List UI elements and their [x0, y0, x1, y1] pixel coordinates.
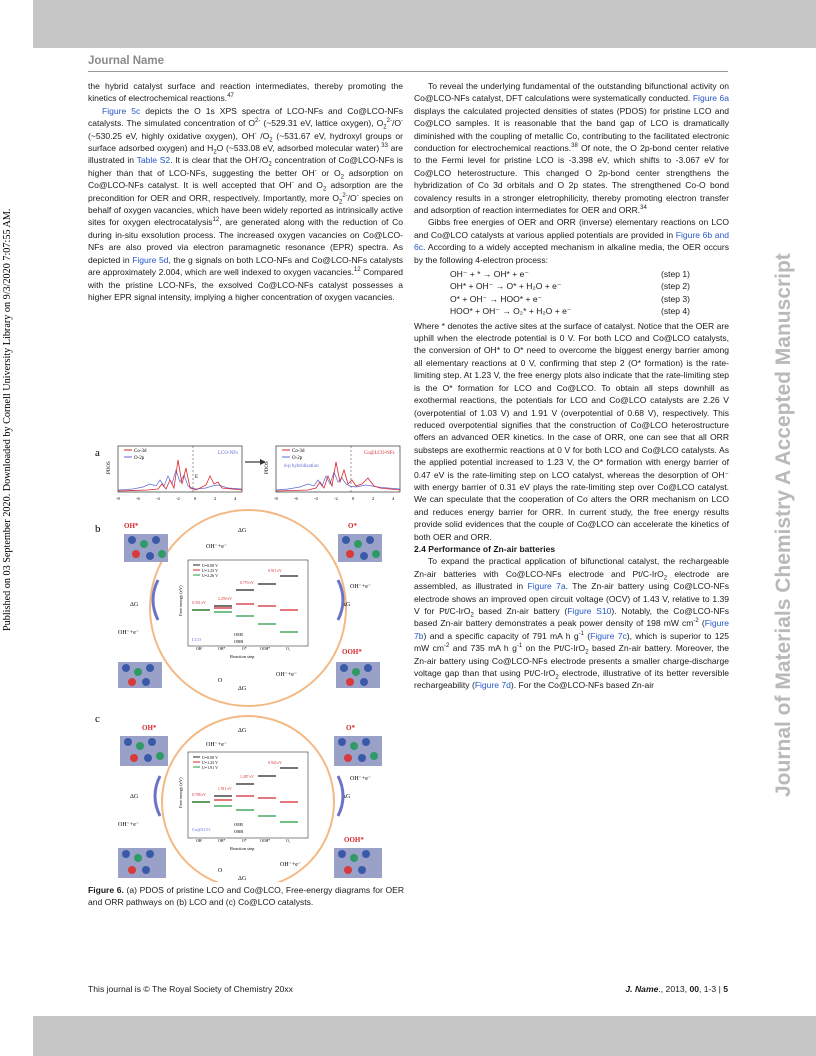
tick: -6 [294, 496, 298, 501]
text: Gibbs free energies of OER and ORR (inverse) elementary reactions on LCO and Co@LCO catalysts at various applied potentials are provided in [414, 217, 729, 240]
dg-label: ΔG [342, 794, 351, 800]
text: . It is clear that the OH [170, 155, 258, 166]
text: concentration of Co@LCO-NFs is higher than that of LCO-NFs, suggesting the better OH [88, 155, 404, 178]
text: To expand the practical application of bifunctional catalyst, the rechargeable Zn-air batteries with Co@LCO-NFs electrode and Pt/C-IrO [414, 556, 729, 579]
tick: -8 [274, 496, 278, 501]
text: species on behalf of oxygen vacancies, which have been widely reported as intrinsically active sites for oxygen electrocatalysis [88, 192, 403, 228]
atom [372, 550, 380, 558]
atom [128, 536, 136, 544]
cycle-arrow [338, 776, 343, 816]
ef-label: E [195, 475, 199, 480]
section-heading: 2.4 Performance of Zn-air batteries [414, 543, 556, 554]
text: 2 [585, 649, 589, 656]
x-tick: OOH* [260, 839, 271, 843]
atom [130, 754, 138, 762]
text: 2 [470, 612, 474, 619]
text: adsorption on Co@LCO-NFs catalyst. It is well accepted that OH [88, 167, 403, 191]
download-watermark: Published on 03 September 2020. Downloaded by Cornell University Library on 9/3/2020 7:07:55 AM. [2, 208, 13, 632]
right-column [414, 80, 729, 692]
dg-label: ΔG [130, 794, 139, 800]
text: - [254, 130, 257, 137]
free-energy-plot-lco [178, 560, 308, 659]
text: ( [698, 618, 705, 629]
figure-link[interactable]: Figure 6b and 6c [414, 229, 729, 253]
running-header: Journal Name [88, 55, 165, 67]
panel-b [118, 510, 382, 706]
atom [350, 742, 358, 750]
bottom-gray-band [33, 1016, 816, 1056]
catalyst-label: LCO [192, 637, 201, 642]
y-axis-label: Free energy (eV) [178, 585, 183, 616]
structure-o [334, 736, 382, 766]
citation[interactable]: 47 [227, 93, 234, 100]
cycle-arrow [153, 580, 158, 620]
paragraph: Where * denotes the active sites at the surface of catalyst. Notice that the OER are uphill when the electrode potential is 0 V. For both LCO and Co@LCO catalysts, the conversion of OH* to O* need to overcome the biggest energy barrier among all elementary reactions at 0 V, confirming that step 2 (O* formation) is the rate-limiting step. At 1.23 V, the free energy plots also indicate that the rate-limiting step is the O* formation for LCO and Co@LCO. To obtain all steps downhill as exothermal reactions, the potentials for LCO and Co@LCO catalysts are 2.26 V (overpotential of 1.03 V) and 1.91 V (overpotential of 0.68 V), respectively. This reduced overpotential signifies that the construction of Co@LCO heterostructure offers an advanced OER kinetics. In the case of ORR, one can see that all ORR substeps are exothermic reactions at 0 V for both LCO and Co@LCO catalysts. As the applied potential increased to 1.23 V, the O* formation with energy barrier of 0.47 eV is the rate-limiting step on LCO catalyst, whereas the desorption of OH⁻ with energy barrier of 0.31 eV plays the rate-limiting step over Co@LCO catalyst. We can speculate that the cooperation of Co alters the ORR mechanism on LCO and reduces energy barrier for ORR. In current study, the free energy results provide solid evidences that the couple of Co@LCO can accelerate the kinetics of both OER and ORR. [414, 320, 729, 542]
oer-steps [450, 268, 690, 318]
text: ) and a specific capacity of 791 mA h g [423, 630, 579, 641]
atom [352, 668, 360, 676]
atom [354, 540, 362, 548]
atom [146, 552, 154, 560]
panel-c-label: c [95, 713, 100, 725]
step-row [450, 280, 690, 292]
text: ). For the Co@LCO-NFs based Zn-air [510, 680, 655, 691]
x-tick-labels [196, 647, 291, 651]
text: , are generated along with the reduction of Co during in-situ exsolution process. The increased oxygen vacancies on Co@LCO-NFs are also proved via electron paramagnetic resonance (EPR) spectra. As depicted in [88, 217, 403, 265]
tick: -2 [334, 496, 338, 501]
step-label: (step 2) [661, 281, 690, 292]
x-tick: OOH* [260, 647, 271, 651]
oh-e-label: OH⁻+e⁻ [206, 544, 228, 550]
atom [364, 664, 372, 672]
table-link[interactable]: Table S2 [136, 155, 171, 166]
page-number: 5 [723, 984, 728, 994]
o2-label: O [218, 678, 223, 684]
o-star-label: O* [346, 724, 355, 732]
text: - [314, 168, 317, 174]
dg-label: ΔG [238, 528, 247, 534]
legend-o2p: O-2p [292, 456, 303, 461]
panel-b-label: b [95, 523, 101, 535]
text: . The Zn-air battery using Co@LCO-NFs electrode shows an improved open circuit voltage (OCV) of 1.43 V, relative to 1.39 V for Pt/C-IrO [414, 581, 730, 616]
structure-bottom-left [118, 662, 162, 688]
text: 2- [255, 118, 261, 125]
text: displays the calculated projected densities of states (PDOS) for pristine LCO and Co@LCO samples. It is reasonable that the band gap of LCO is dramatically diminished with the coupling of metallic Co, contributing to the facilitated electronic conduction for electrochemical reactions. [414, 105, 729, 154]
pdos-ticks-lco [116, 496, 237, 501]
figure-6 [88, 440, 404, 882]
step-label: (step 1) [661, 269, 690, 280]
dg-label: ΔG [238, 876, 247, 882]
step-equation: HOO* + OH⁻ → O₂* + H₂O + e⁻ [450, 306, 572, 317]
text: 2 [555, 674, 559, 681]
oh-e-label: OH⁻+e⁻ [350, 584, 372, 590]
tick: 2 [372, 496, 375, 501]
left-column [88, 80, 403, 303]
text: - [356, 192, 359, 199]
atom [338, 850, 346, 858]
figure-link[interactable]: Figure 5c [102, 105, 141, 116]
free-energy-plot-colco [178, 752, 308, 851]
energy-value: 0.924 eV [268, 761, 282, 765]
footer-journal: J. Name [625, 984, 659, 994]
figure-link[interactable]: Figure 6a [692, 93, 730, 104]
legend-text: U=2.26 V [202, 573, 218, 578]
figure-6-caption [88, 884, 404, 909]
atom [360, 678, 368, 686]
legend-text: U=1.23 V [202, 760, 218, 765]
tick: 0 [352, 496, 355, 501]
x-tick: O₂ [286, 839, 291, 843]
atom [124, 738, 132, 746]
text: 2 [269, 137, 273, 144]
energy-value: 2.259 eV [218, 597, 232, 601]
o2-label: O [218, 868, 223, 874]
text: based Zn-air battery ( [473, 606, 568, 616]
tick: 4 [234, 496, 237, 501]
legend-text: U=1.23 V [202, 568, 218, 573]
step-equation: OH⁻ + * → OH* + e⁻ [450, 269, 529, 280]
pdos-ylabel: PDOS [265, 461, 270, 474]
atom [148, 738, 156, 746]
structure-bottom-left [118, 848, 166, 878]
structure-o [338, 534, 382, 562]
atom [342, 536, 350, 544]
text: -2 [444, 643, 450, 650]
atom [338, 738, 346, 746]
atom [152, 536, 160, 544]
pdos-ylabel: PDOS [107, 461, 112, 474]
paragraph [88, 80, 403, 105]
legend-o2p: O-2p [134, 456, 145, 461]
atom [122, 664, 130, 672]
paragraph [88, 105, 403, 304]
ooh-star-label: OOH* [342, 648, 362, 656]
footer-year: ., 2013, [658, 984, 690, 994]
x-tick: O₂ [286, 647, 291, 651]
dg-label: ΔG [238, 686, 247, 692]
energy-value: 0.798 eV [192, 793, 206, 797]
step-row [450, 268, 690, 280]
text: /O [347, 192, 357, 203]
atom [360, 552, 368, 560]
text: (~529.31 eV, lattice oxygen), O [260, 118, 384, 129]
text: -1 [578, 630, 584, 637]
panel-a-label: a [95, 447, 100, 459]
structure-oh [124, 534, 168, 562]
tick: 4 [392, 496, 395, 501]
figure-link[interactable]: Figure 5d [132, 254, 169, 265]
orr-label: ORR [234, 829, 244, 834]
atom [370, 752, 378, 760]
text: ), which is superior to 125 mW cm [414, 630, 729, 654]
text: /O [391, 118, 401, 129]
tick: -4 [156, 496, 160, 501]
citation[interactable]: 38 [571, 143, 578, 150]
text: and O [293, 180, 323, 191]
text: 2 [338, 199, 343, 206]
step-label: (step 4) [661, 306, 690, 317]
atom [358, 866, 366, 874]
text: adsorption are the precondition for OER and ORR, respectively. Importantly, more O [88, 180, 403, 203]
text: /O [259, 155, 269, 166]
energy-value: 1.287 eV [240, 775, 254, 779]
pdos-ticks-colco [274, 496, 395, 501]
step-equation: O* + OH⁻ → HOO* + e⁻ [450, 293, 543, 304]
dg-label: ΔG [342, 602, 351, 608]
structure-ooh [334, 848, 382, 878]
citation[interactable]: 12 [353, 267, 361, 274]
atom [122, 850, 130, 858]
oh-e-label: OH⁻+e⁻ [206, 742, 228, 748]
oh-e-label: OH⁻+e⁻ [280, 862, 302, 868]
text: Compared with the pristine LCO-NFs, the exsolved Co@LCO-NFs catalyst possesses a higher EPR signal intensity, implying a higher concentration of oxygen vacancies. [88, 267, 403, 302]
panel-c [118, 716, 382, 882]
atom [358, 754, 366, 762]
figure-6-graphic [88, 440, 404, 882]
atom [346, 678, 354, 686]
pdos-lco-title: LCO-NFs [218, 451, 239, 456]
dg-label: ΔG [130, 602, 139, 608]
text: To reveal the underlying fundamental of the outstanding bifunctional activity on Co@LCO-NFs catalyst, DFT calculations were systematically conducted. [414, 81, 729, 104]
tick: -6 [136, 496, 140, 501]
citation[interactable]: 34 [640, 205, 647, 212]
o-star-label: O* [348, 522, 357, 530]
atom [136, 742, 144, 750]
paragraph [414, 80, 729, 216]
oh-star-label: OH* [142, 724, 157, 732]
x-axis-label: Reaction step [230, 654, 255, 659]
legend-text: U=0.00 V [202, 563, 218, 568]
structure-ooh [336, 662, 380, 688]
citation[interactable]: 33 [379, 143, 388, 150]
caption-label: Figure 6. [88, 885, 124, 895]
atom [344, 866, 352, 874]
text: -1 [516, 643, 523, 650]
text: Of note, the O 2p-bond center relative to the Fermi level for pristine LCO is -3.398 eV, which shifts to -3.067 eV for Co@LCO heterostructure. This changed O 2p-bond center strengthens the hybridization of Co 3d orbitals and O 2p states. The strengthened Co-O bond covalency results in a stronger eletrophilicity, thereby promoting electron transfer and adsorption of reaction intermediates for OER and ORR. [414, 143, 730, 216]
text: and 735 mA h g [449, 643, 517, 654]
atom [146, 664, 154, 672]
atom [346, 550, 354, 558]
x-tick: OH⁻ [196, 647, 204, 651]
energy-value: 1.911 eV [218, 787, 232, 791]
paragraph [414, 216, 729, 266]
atom [128, 678, 136, 686]
atom [362, 738, 370, 746]
citation[interactable]: 12 [212, 217, 220, 224]
atom [142, 678, 150, 686]
oh-e-label: OH⁻+e⁻ [276, 672, 298, 678]
text: 2 [268, 162, 272, 169]
atom [366, 536, 374, 544]
tick: 2 [214, 496, 217, 501]
text: - [291, 180, 294, 187]
text: -2 [693, 618, 699, 625]
footer-volume: 00 [689, 984, 699, 994]
y-axis-label: Free energy (eV) [178, 777, 183, 808]
step-row [450, 305, 690, 317]
x-tick: O* [242, 839, 247, 843]
tick: -8 [116, 496, 120, 501]
oer-label: OER [234, 822, 243, 827]
text: 2 [383, 124, 387, 131]
orr-label: ORR [234, 639, 244, 644]
text: . According to a widely accepted mechanism in alkaline media, the OER occurs by the following 4-electron process: [414, 242, 729, 265]
text: 2- [386, 118, 392, 125]
ooh-star-label: OOH* [344, 836, 364, 844]
legend-co3d: Co-3d [292, 449, 305, 454]
text: 2 [340, 174, 344, 181]
tick: 0 [194, 496, 197, 501]
oh-e-label: OH⁻+e⁻ [118, 822, 140, 828]
text: electrode, illustrative of its better reversible rechargeability ( [414, 668, 729, 691]
atom [140, 540, 148, 548]
text: based Zn-air battery. Moreover, the Zn-air battery using Co@LCO-NFs electrode presents a smaller charge-discharge voltage gap than that using Pt/C-IrO [414, 643, 729, 679]
tick: -2 [176, 496, 180, 501]
text: or O [316, 167, 341, 178]
cycle-arrow [155, 776, 160, 816]
top-gray-band [33, 0, 816, 48]
catalyst-label: Co@LCO [192, 827, 211, 832]
step-label: (step 3) [661, 293, 690, 304]
text: /O [256, 130, 270, 141]
legend-co3d: Co-3d [134, 449, 147, 454]
atom [128, 866, 136, 874]
energy-value: 0.351 eV [192, 601, 206, 605]
text: ( [583, 630, 591, 641]
energy-value: 0.770 eV [240, 581, 254, 585]
atom [142, 866, 150, 874]
pdos-lco-plot [107, 446, 242, 492]
atom [344, 754, 352, 762]
text: are illustrated in [88, 143, 403, 166]
structure-oh [120, 736, 168, 766]
energy-value: 0.911 eV [268, 569, 282, 573]
atom [350, 854, 358, 862]
text: O (~533.08 eV, adsorbed molecular water) [216, 143, 380, 154]
oer-label: OER [234, 632, 243, 637]
figure-link[interactable]: Figure 7b [414, 618, 729, 641]
cycle-arrow [338, 580, 343, 620]
atom [146, 850, 154, 858]
text: electrode are assembled, as illustrated in [414, 568, 730, 592]
text: 2- [342, 192, 348, 199]
atom [144, 754, 152, 762]
footer-pages: , 1-3 | [699, 984, 724, 994]
oh-e-label: OH⁻+e⁻ [118, 630, 140, 636]
atom [158, 550, 166, 558]
atom [132, 550, 140, 558]
figure-link[interactable]: Figure 7a [527, 581, 566, 592]
pdos-colco-title: Co@LCO-NFs [364, 451, 395, 456]
atom [340, 664, 348, 672]
step-equation: OH* + OH⁻ → O* + H₂O + e⁻ [450, 281, 562, 292]
oh-star-label: OH* [124, 522, 139, 530]
text: 2 [213, 149, 217, 156]
x-tick: OH* [218, 839, 226, 843]
x-tick: O* [242, 647, 247, 651]
paragraph [414, 555, 729, 691]
x-tick: OH⁻ [196, 839, 204, 843]
header-rule [88, 71, 728, 72]
text: the hybrid catalyst surface and reaction intermediates, thereby promoting the kinetics of electrochemical reactions. [88, 81, 403, 104]
pdos-colco-plot [265, 446, 400, 492]
figure-link[interactable]: Figure 7c [590, 630, 627, 641]
text: 2 [663, 575, 668, 582]
dg-label: ΔG [238, 728, 247, 734]
o2p-curve [276, 472, 400, 490]
atom [134, 854, 142, 862]
footer-citation [600, 984, 728, 994]
atom [134, 668, 142, 676]
figure-link[interactable]: Figure S10 [567, 606, 612, 616]
text: 2 [322, 186, 327, 193]
figure-link[interactable]: Figure 7d [474, 680, 511, 691]
text: (~531.67 eV, hydroxyl groups or surface adsorbed oxygen) and H [88, 130, 403, 154]
atom [362, 850, 370, 858]
text: ). Notably, the Co@LCO-NFs based Zn-air battery demonstrates a peak power density of 198 mW cm [414, 606, 729, 629]
x-tick-labels [196, 839, 291, 843]
text: - [401, 118, 403, 125]
footer-copyright: This journal is © The Royal Society of Chemistry 20xx [88, 984, 293, 994]
step-row [450, 293, 690, 305]
legend-text: U=0.00 V [202, 755, 218, 760]
text: on the Pt/C-IrO [522, 643, 586, 654]
atom [156, 752, 164, 760]
oh-e-label: OH⁻+e⁻ [350, 776, 372, 782]
x-axis-label: Reaction step [230, 846, 255, 851]
text: depicts the O 1s XPS spectra of LCO-NFs and Co@LCO-NFs catalysts. The simulated concentration of O [88, 105, 403, 129]
dband-label: d-p hybridization [284, 464, 319, 469]
legend-text: U=1.91 V [202, 765, 218, 770]
text: - [257, 155, 260, 162]
text: , the g signals on both LCO-NFs and Co@LCO-NFs catalysts are approximately 2.004, which are well indexed to oxygen vacancies. [88, 254, 404, 278]
x-tick: OH* [218, 647, 226, 651]
caption-text: (a) PDOS of pristine LCO and Co@LCO, Free-energy diagrams for OER and ORR pathways on (b) LCO and (c) Co@LCO catalysts. [88, 885, 404, 908]
accepted-manuscript-watermark: Journal of Materials Chemistry A Accepted Manuscript [772, 253, 795, 797]
tick: -4 [314, 496, 318, 501]
text: (~530.25 eV, highly oxidative oxygen), OH [88, 130, 255, 141]
